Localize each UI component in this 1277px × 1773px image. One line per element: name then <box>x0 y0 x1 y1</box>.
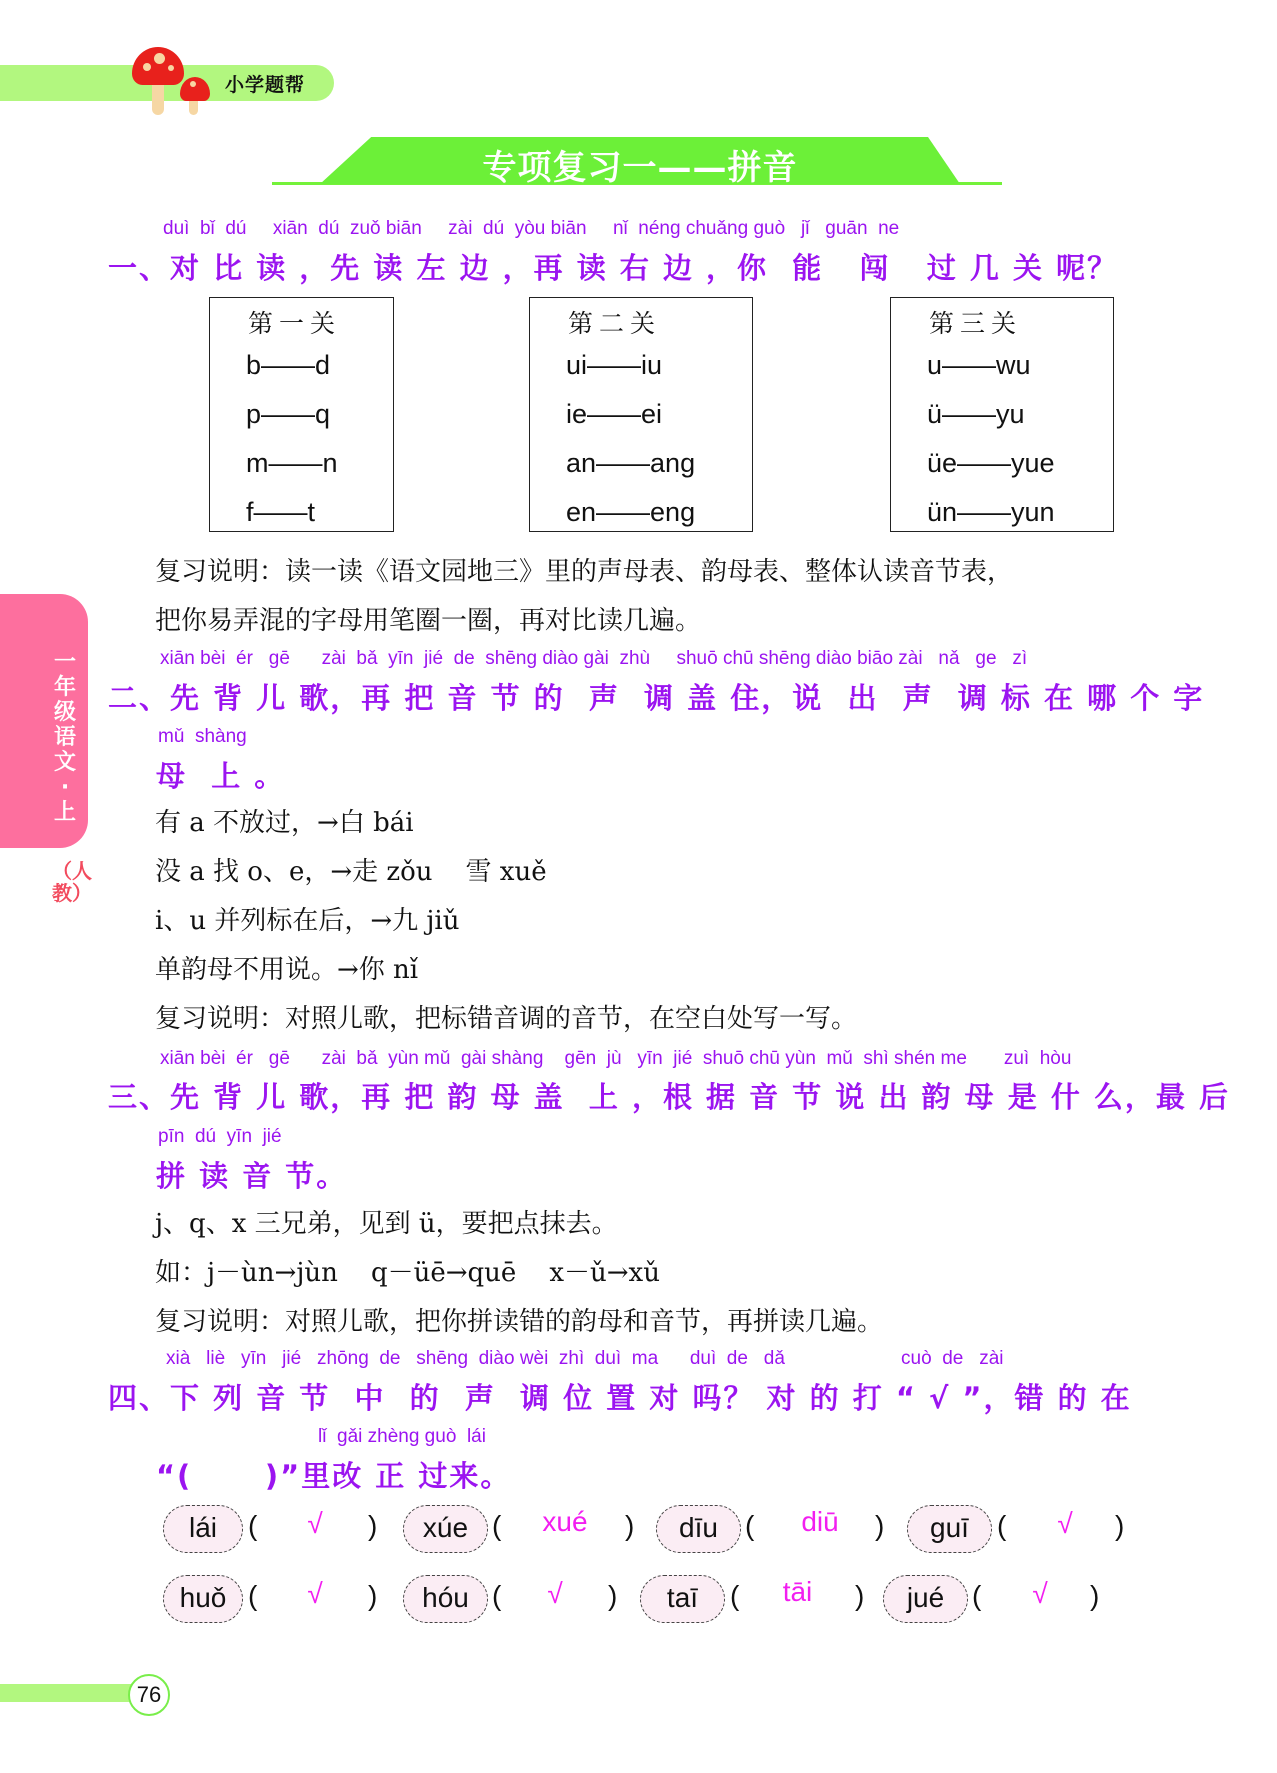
syllable-cloud: guī <box>907 1505 992 1553</box>
q2-pinyin: xiān bèi ér gē zài bǎ yīn jié de shēng diào gài zhù shuō chū shēng diào biāo zài nǎ ge zì <box>160 648 1028 669</box>
pair: ün——yun <box>927 497 1055 527</box>
edition-label: （人教） <box>52 859 92 905</box>
level-title: 第三关 <box>929 309 1023 338</box>
open-paren: ( <box>492 1510 502 1541</box>
q3-heading: 三、先 背 儿 歌，再 把 韵 母 盖 上 ，根 据 音 节 说 出 韵 母 是 什 么，最 后 <box>108 1080 1231 1114</box>
pair: an——ang <box>566 448 696 478</box>
syllable-cloud: taī <box>640 1575 725 1623</box>
q2-pinyin-2: mǔ shàng <box>158 726 247 747</box>
pair: f——t <box>246 497 316 527</box>
answer-field[interactable]: tāi <box>782 1576 813 1607</box>
close-paren: ) <box>625 1510 635 1541</box>
syllable-cloud: xúe <box>403 1505 488 1553</box>
q2-heading-2: 母 上 。 <box>156 759 286 793</box>
open-paren: ( <box>492 1580 502 1611</box>
q2-rhyme-line: 单韵母不用说。→你 nǐ <box>155 955 419 985</box>
page-title: 专项复习一——拼音 <box>482 148 798 188</box>
close-paren: ) <box>608 1580 618 1611</box>
answer-field[interactable]: √ <box>307 1508 323 1539</box>
open-paren: ( <box>248 1510 258 1541</box>
q4-heading: 四、下 列 音 节 中 的 声 调 位 置 对 吗？ 对 的 打 “ √ ”，错 的 在 <box>108 1381 1132 1415</box>
q3-pinyin: xiān bèi ér gē zài bǎ yùn mǔ gài shàng gēn jù yīn jié shuō chū yùn mǔ shì shén me zuì hòu <box>160 1048 1072 1069</box>
q1-heading: 一、对 比 读 ，先 读 左 边 ，再 读 右 边 ，你 能 闯 过 几 关 呢？ <box>108 251 1119 285</box>
q3-rhyme-line: 如：j－ùn→jùn q－üē→quē x－ǔ→xǔ <box>155 1258 660 1288</box>
grade-label: 一年级语文·上 <box>53 650 76 825</box>
q2-rhyme-line: 没 a 找 o、e，→走 zǒu 雪 xuě <box>155 857 547 887</box>
q2-rhyme-line: 有 a 不放过，→白 bái <box>155 808 414 838</box>
level-box-3 <box>890 297 1114 532</box>
level-box-1 <box>209 297 394 532</box>
q1-note-line2: 把你易弄混的字母用笔圈一圈，再对比读几遍。 <box>155 606 702 636</box>
syllable-cloud: jué <box>883 1575 968 1623</box>
answer-field[interactable]: diū <box>801 1506 839 1537</box>
pair: p——q <box>246 399 331 429</box>
brand-name: 小学题帮 <box>225 74 306 96</box>
pair: m——n <box>246 448 338 478</box>
footer-bar <box>0 1684 132 1702</box>
syllable-cloud: dīu <box>656 1505 741 1553</box>
q2-rhyme-line: i、u 并列标在后，→九 jiǔ <box>155 906 460 936</box>
page-number: 76 <box>128 1674 170 1716</box>
q3-note: 复习说明：对照儿歌，把你拼读错的韵母和音节，再拼读几遍。 <box>155 1307 884 1337</box>
open-paren: ( <box>248 1580 258 1611</box>
pair: en——eng <box>566 497 696 527</box>
close-paren: ) <box>855 1580 865 1611</box>
pair: b——d <box>246 350 331 380</box>
syllable-cloud: huǒ <box>163 1575 243 1623</box>
open-paren: ( <box>745 1510 755 1541</box>
q4-pinyin-2: lǐ gǎi zhèng guò lái <box>318 1426 486 1447</box>
pair: u——wu <box>927 350 1031 380</box>
answer-field[interactable]: √ <box>1057 1508 1073 1539</box>
q3-rhyme-line: j、q、x 三兄弟，见到 ü，要把点抹去。 <box>155 1209 618 1239</box>
answer-field[interactable]: √ <box>547 1578 563 1609</box>
level-box-2 <box>529 297 753 532</box>
q4-heading-2: “( )”里改 正 过来。 <box>156 1459 512 1493</box>
pair: üe——yue <box>927 448 1055 478</box>
close-paren: ) <box>875 1510 885 1541</box>
q2-heading: 二、先 背 儿 歌，再 把 音 节 的 声 调 盖 住，说 出 声 调 标 在 哪 个 字 <box>108 681 1205 715</box>
syllable-cloud: hóu <box>403 1575 488 1623</box>
open-paren: ( <box>730 1580 740 1611</box>
answer-field[interactable]: √ <box>1032 1578 1048 1609</box>
pair: ie——ei <box>566 399 663 429</box>
q4-pinyin: xià liè yīn jié zhōng de shēng diào wèi zhì duì ma duì de dǎ cuò de zài <box>166 1348 1004 1369</box>
pair: ü——yu <box>927 399 1025 429</box>
syllable-cloud: lái <box>163 1505 243 1553</box>
q1-note-line1: 复习说明：读一读《语文园地三》里的声母表、韵母表、整体认读音节表， <box>155 557 1014 587</box>
pair: ui——iu <box>566 350 663 380</box>
mushroom-icon <box>130 45 220 115</box>
level-title: 第二关 <box>568 309 662 338</box>
q3-pinyin-2: pīn dú yīn jié <box>158 1126 282 1147</box>
q2-note: 复习说明：对照儿歌，把标错音调的音节，在空白处写一写。 <box>155 1004 858 1034</box>
close-paren: ) <box>1090 1580 1100 1611</box>
close-paren: ) <box>368 1580 378 1611</box>
q1-pinyin: duì bǐ dú xiān dú zuǒ biān zài dú yòu biān nǐ néng chuǎng guò jǐ guān ne <box>163 218 900 239</box>
close-paren: ) <box>1115 1510 1125 1541</box>
close-paren: ) <box>368 1510 378 1541</box>
open-paren: ( <box>972 1580 982 1611</box>
answer-field[interactable]: xué <box>542 1506 588 1537</box>
q3-heading-2: 拼 读 音 节。 <box>156 1159 348 1193</box>
open-paren: ( <box>997 1510 1007 1541</box>
level-title: 第一关 <box>248 309 342 338</box>
answer-field[interactable]: √ <box>307 1578 323 1609</box>
